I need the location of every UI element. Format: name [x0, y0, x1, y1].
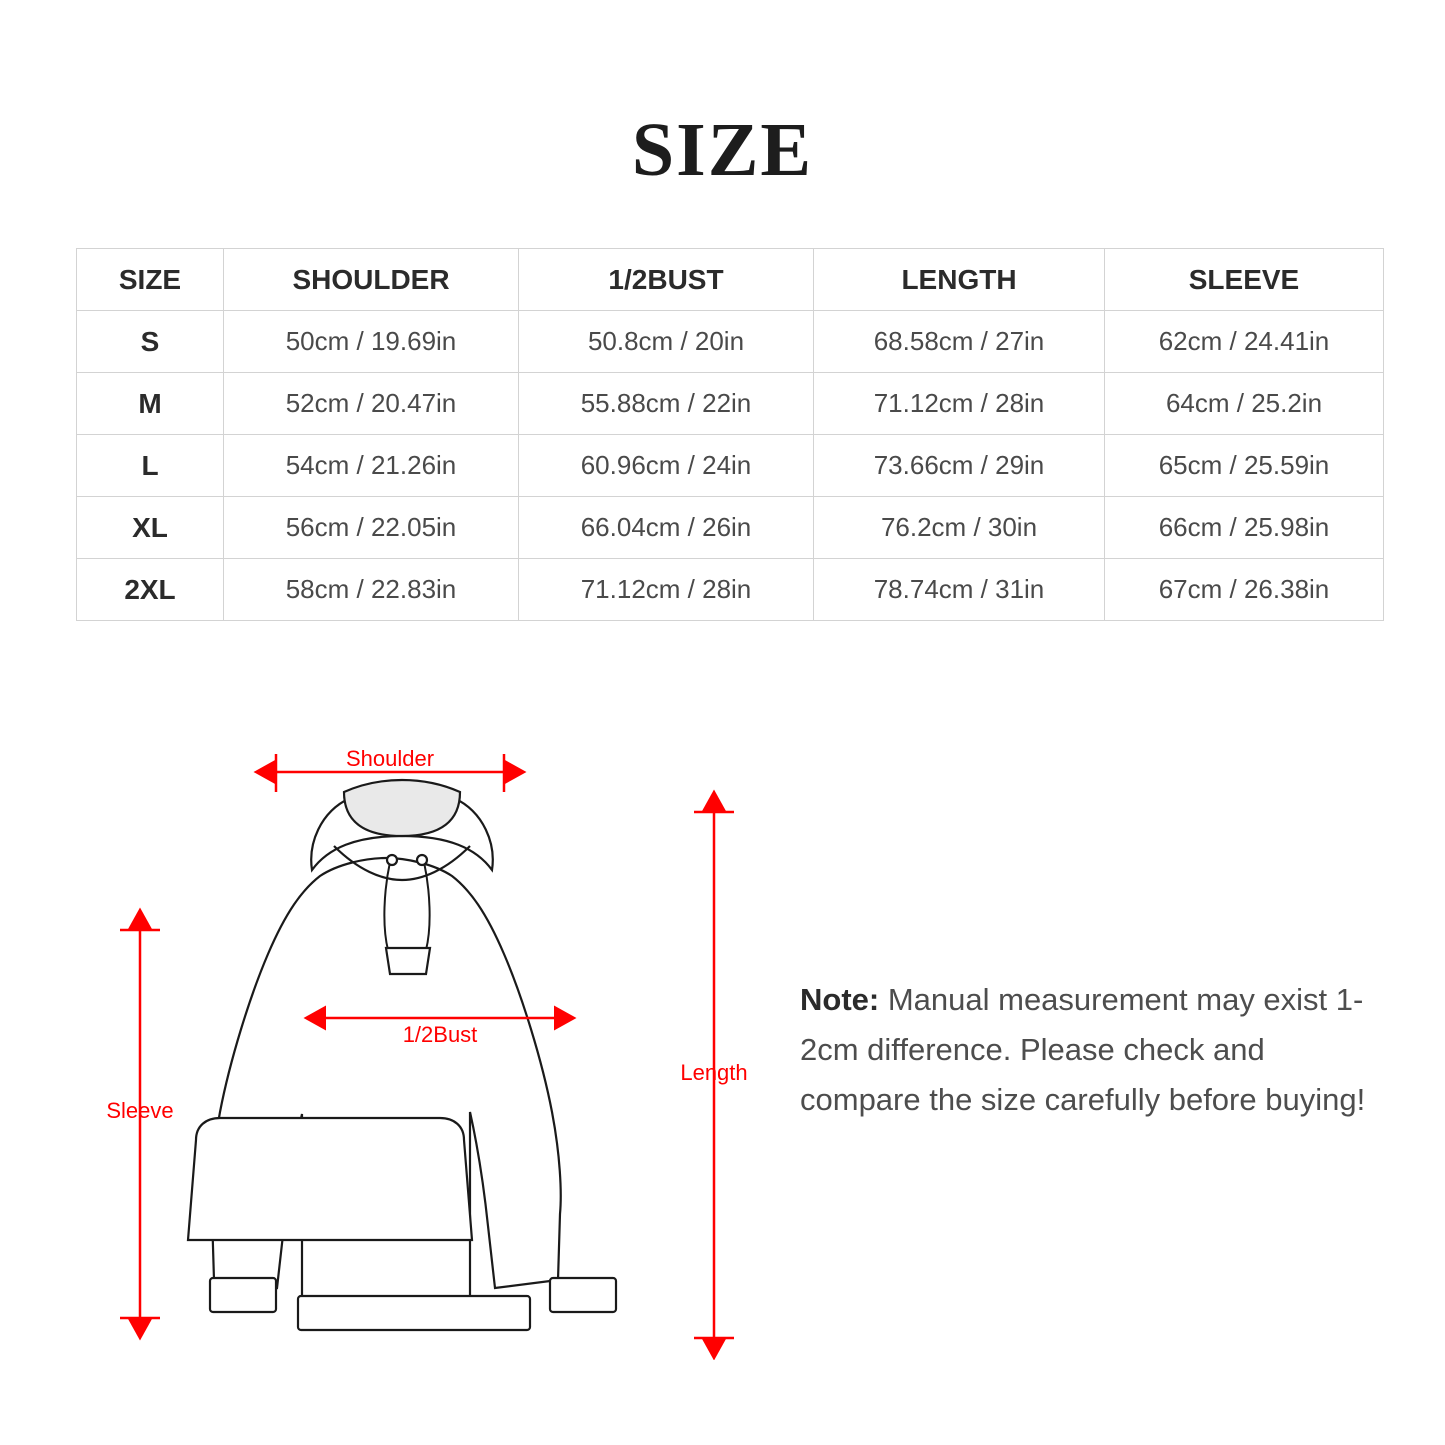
- cell-sleeve: 66cm / 25.98in: [1105, 497, 1384, 559]
- cell-bust: 50.8cm / 20in: [519, 311, 814, 373]
- label-sleeve: Sleeve: [106, 1098, 174, 1123]
- cell-length: 71.12cm / 28in: [814, 373, 1105, 435]
- cell-length: 73.66cm / 29in: [814, 435, 1105, 497]
- table-row: [77, 435, 1384, 497]
- cell-shoulder: 58cm / 22.83in: [224, 559, 519, 621]
- table-row: [77, 559, 1384, 621]
- cell-bust: 71.12cm / 28in: [519, 559, 814, 621]
- cell-size: 2XL: [77, 559, 224, 621]
- sleeve-measure-line: [120, 930, 160, 1318]
- cell-shoulder: 52cm / 20.47in: [224, 373, 519, 435]
- table-row: [77, 497, 1384, 559]
- cell-sleeve: 64cm / 25.2in: [1105, 373, 1384, 435]
- cell-bust: 66.04cm / 26in: [519, 497, 814, 559]
- page-title: SIZE: [631, 108, 814, 192]
- header-sleeve: SLEEVE: [1105, 249, 1384, 311]
- cell-bust: 60.96cm / 24in: [519, 435, 814, 497]
- note-text: Manual measurement may exist 1-2cm difference. Please check and compare the size carefully before buying!: [800, 982, 1366, 1118]
- label-shoulder: Shoulder: [345, 746, 435, 771]
- header-length: LENGTH: [814, 249, 1105, 311]
- cell-shoulder: 54cm / 21.26in: [224, 435, 519, 497]
- note-block: [800, 975, 1380, 1126]
- hoodie-measurement-diagram: [80, 740, 780, 1360]
- cell-shoulder: 50cm / 19.69in: [224, 311, 519, 373]
- header-size: SIZE: [77, 249, 224, 311]
- hoodie-illustration: [188, 780, 616, 1330]
- cell-sleeve: 62cm / 24.41in: [1105, 311, 1384, 373]
- cell-length: 76.2cm / 30in: [814, 497, 1105, 559]
- header-shoulder: SHOULDER: [224, 249, 519, 311]
- cell-size: L: [77, 435, 224, 497]
- label-length: Length: [680, 1060, 748, 1085]
- cell-sleeve: 65cm / 25.59in: [1105, 435, 1384, 497]
- cell-sleeve: 67cm / 26.38in: [1105, 559, 1384, 621]
- header-bust: 1/2BUST: [519, 249, 814, 311]
- cell-length: 78.74cm / 31in: [814, 559, 1105, 621]
- cell-shoulder: 56cm / 22.05in: [224, 497, 519, 559]
- table-row: [77, 311, 1384, 373]
- cell-size: M: [77, 373, 224, 435]
- cell-length: 68.58cm / 27in: [814, 311, 1105, 373]
- cell-bust: 55.88cm / 22in: [519, 373, 814, 435]
- label-bust: 1/2Bust: [402, 1022, 478, 1047]
- size-chart-table: [76, 248, 1368, 621]
- note-label: Note:: [800, 982, 880, 1017]
- cell-size: S: [77, 311, 224, 373]
- table-row: [77, 373, 1384, 435]
- cell-size: XL: [77, 497, 224, 559]
- table-header-row: [77, 249, 1384, 311]
